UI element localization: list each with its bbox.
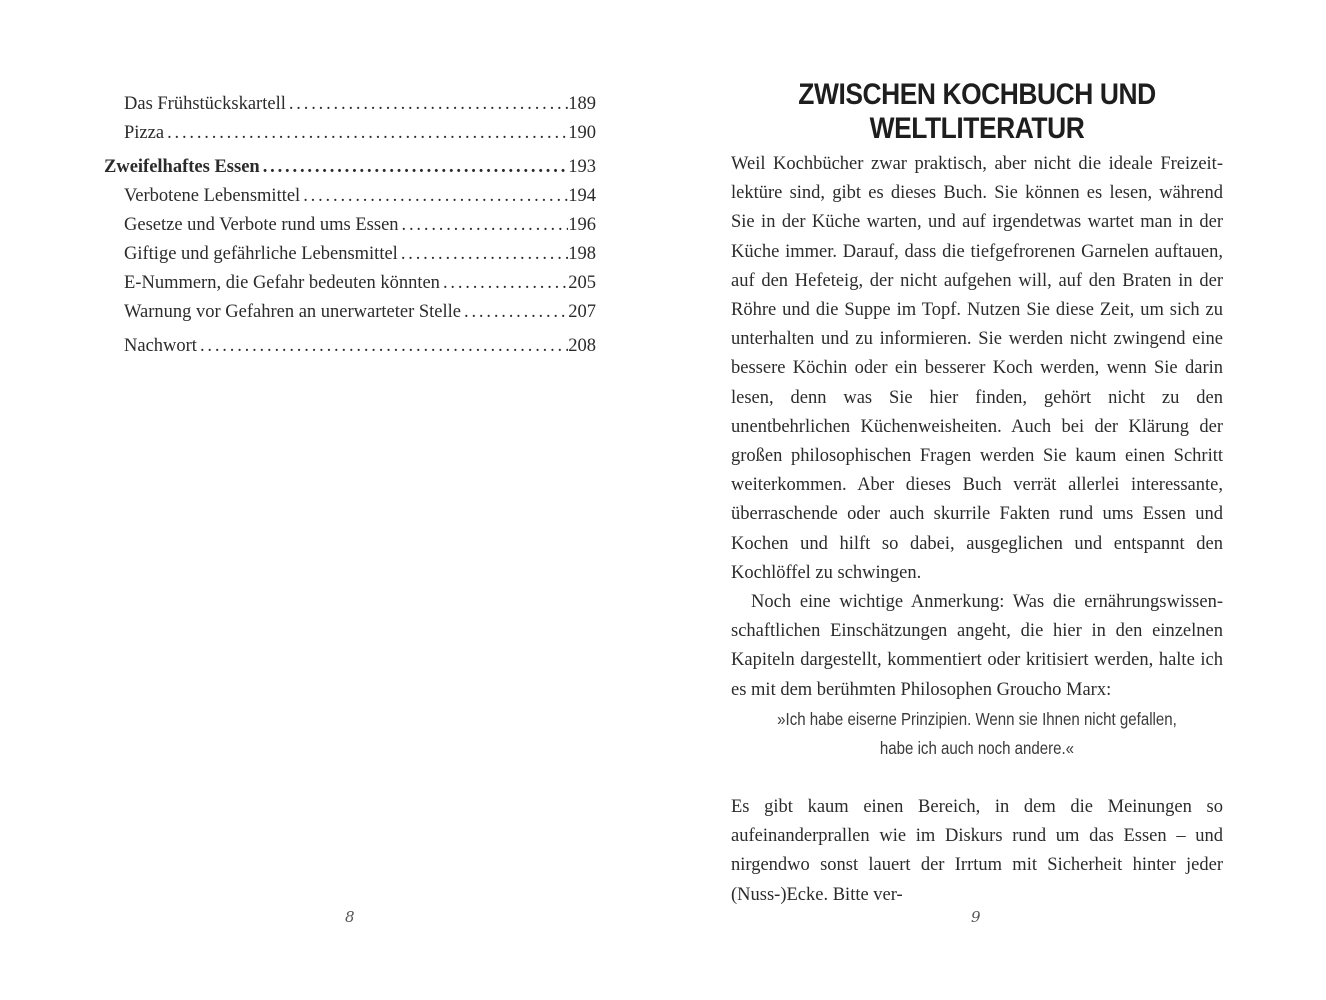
paragraph: Es gibt kaum einen Bereich, in dem die Meinungen so aufeinanderprallen wie im Diskurs rund um das Essen – und nirgendwo sonst lauert der Irrtum mit Sicherheit hinter jeder (Nuss-)Ecke. Bitte ver- xyxy=(731,797,1223,905)
body-text-block xyxy=(731,150,1223,705)
body-text-block xyxy=(731,793,1223,910)
right-page xyxy=(663,0,1326,1000)
toc-entry xyxy=(104,211,596,240)
toc-leader-dots xyxy=(440,269,568,298)
page-number-left: 8 xyxy=(345,908,355,926)
toc-entry-page: 193 xyxy=(568,157,596,177)
toc-entry-title: Giftige und gefährliche Lebensmittel xyxy=(124,244,398,264)
page-number-right: 9 xyxy=(971,908,981,926)
toc-leader-dots xyxy=(461,298,568,327)
toc-leader-dots xyxy=(300,182,568,211)
toc-entry-title: Das Frühstückskartell xyxy=(124,94,286,114)
quote-line: »Ich habe eiserne Prinzipien. Wenn sie Ihnen nicht gefallen, xyxy=(777,709,1177,729)
toc-entry-page: 207 xyxy=(568,302,596,322)
toc-entry-page: 190 xyxy=(568,123,596,143)
paragraph: Noch eine wichtige Anmerkung: Was die ernährungswissenschaftlichen Einschätzungen angeht, die hier in den einzelnen Kapiteln dargestellt, kommentiert oder kritisiert werden, halte ich es mit dem berühmten Philosophen Groucho Marx: xyxy=(731,592,1223,700)
toc-entry-page: 198 xyxy=(568,244,596,264)
toc-entry-title: Gesetze und Verbote rund ums Essen xyxy=(124,215,399,235)
toc-entry-title: Verbotene Lebensmittel xyxy=(124,186,301,206)
toc-entry xyxy=(104,269,596,298)
toc-entry-page: 196 xyxy=(568,215,596,235)
toc-entry xyxy=(104,119,596,148)
toc-chapter-entry xyxy=(104,153,596,182)
toc-entry-page: 189 xyxy=(568,94,596,114)
toc-entry-title: Nachwort xyxy=(124,336,197,356)
toc-leader-dots xyxy=(197,332,568,361)
toc-entry xyxy=(104,332,596,361)
toc-leader-dots xyxy=(398,240,568,269)
toc-entry xyxy=(104,298,596,327)
toc-entry-page: 208 xyxy=(568,336,596,356)
toc-entry xyxy=(104,240,596,269)
chapter-heading: ZWISCHEN KOCHBUCH UND WELTLITERATUR xyxy=(798,78,1156,145)
paragraph: Weil Kochbücher zwar praktisch, aber nicht die ideale Freizeitlektüre sind, gibt es dieses Buch. Sie können es lesen, während Sie in der Küche warten, und auf irgendetwas wartet man in der Küche immer. Darauf, dass die tiefgefrorenen Garnelen auftauen, auf den Hefeteig, der nicht aufgehen will, auf den Braten in der Röhre und die Suppe im Topf. Nutzen Sie diese Zeit, um sich zu unterhalten und zu informieren. Sie werden nicht zwingend eine bessere Köchin oder ein besserer Koch werden, wenn Sie darin lesen, denn was Sie hier finden, gehört nicht zu den unentbehrlichen Küchenweisheiten. Auch bei der Klärung der großen philosophischen Fragen werden Sie kaum einen Schritt weiterkommen. Aber dieses Buch verrät allerlei interessante, überraschende oder auch skurrile Fakten rund ums Essen und Kochen und hilft so dabei, ausgeglichen und entspannt den Kochlöffel zu schwingen. xyxy=(731,154,1223,583)
quote-line: habe ich auch noch andere.« xyxy=(879,738,1075,758)
toc-entry xyxy=(104,182,596,211)
toc-leader-dots xyxy=(286,90,568,119)
toc-leader-dots xyxy=(399,211,569,240)
toc-entry-page: 194 xyxy=(568,186,596,206)
table-of-contents xyxy=(104,90,596,361)
toc-leader-dots xyxy=(260,153,569,182)
quote xyxy=(765,705,1188,763)
toc-entry-title: Pizza xyxy=(124,123,165,143)
toc-entry-title: E-Nummern, die Gefahr bedeuten könnten xyxy=(124,273,440,293)
toc-entry xyxy=(104,90,596,119)
toc-leader-dots xyxy=(164,119,568,148)
toc-chapter-title: Zweifelhaftes Essen xyxy=(104,157,260,177)
toc-entry-title: Warnung vor Gefahren an unerwarteter Stelle xyxy=(124,302,462,322)
toc-entry-page: 205 xyxy=(568,273,596,293)
